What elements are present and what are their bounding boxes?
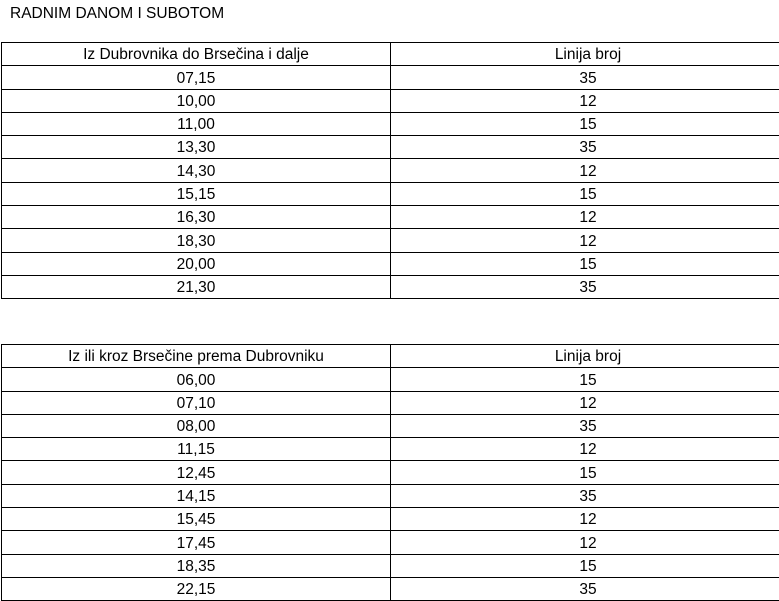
table-row	[2, 112, 779, 135]
line-number: 35	[391, 136, 779, 159]
line-number: 12	[391, 229, 779, 252]
table-row	[2, 229, 779, 252]
departure-time: 20,00	[2, 252, 391, 275]
departure-time: 08,00	[2, 414, 391, 437]
line-number: 35	[391, 414, 779, 437]
line-number: 35	[391, 484, 779, 507]
departure-time: 12,45	[2, 461, 391, 484]
departure-time: 13,30	[2, 136, 391, 159]
line-number: 12	[391, 438, 779, 461]
table-row	[2, 275, 779, 298]
departure-time: 18,35	[2, 554, 391, 577]
departures-from-dubrovnik-table	[1, 42, 779, 299]
table-row	[2, 252, 779, 275]
departure-time: 15,15	[2, 182, 391, 205]
header-direction: Iz Dubrovnika do Brsečina i dalje	[2, 43, 391, 66]
line-number: 35	[391, 577, 779, 600]
table-row	[2, 414, 779, 437]
departures-to-dubrovnik-table	[1, 344, 779, 601]
departure-time: 18,30	[2, 229, 391, 252]
line-number: 12	[391, 206, 779, 229]
table-header-row	[2, 345, 779, 368]
table-row	[2, 136, 779, 159]
header-direction: Iz ili kroz Brsečine prema Dubrovniku	[2, 345, 391, 368]
departure-time: 16,30	[2, 206, 391, 229]
departure-time: 11,15	[2, 438, 391, 461]
departure-time: 07,10	[2, 391, 391, 414]
table-row	[2, 182, 779, 205]
header-line-number: Linija broj	[391, 345, 779, 368]
line-number: 15	[391, 112, 779, 135]
departure-time: 14,30	[2, 159, 391, 182]
departure-time: 06,00	[2, 368, 391, 391]
line-number: 15	[391, 368, 779, 391]
table-header-row	[2, 43, 779, 66]
table-row	[2, 461, 779, 484]
departure-time: 17,45	[2, 531, 391, 554]
header-line-number: Linija broj	[391, 43, 779, 66]
table-row	[2, 508, 779, 531]
line-number: 12	[391, 89, 779, 112]
departure-time: 21,30	[2, 275, 391, 298]
table-row	[2, 554, 779, 577]
line-number: 12	[391, 391, 779, 414]
line-number: 12	[391, 159, 779, 182]
table-row	[2, 368, 779, 391]
departure-time: 22,15	[2, 577, 391, 600]
table-row	[2, 531, 779, 554]
line-number: 15	[391, 461, 779, 484]
page-heading: RADNIM DANOM I SUBOTOM	[10, 4, 224, 24]
departure-time: 14,15	[2, 484, 391, 507]
line-number: 12	[391, 508, 779, 531]
line-number: 15	[391, 252, 779, 275]
table-row	[2, 66, 779, 89]
table-row	[2, 206, 779, 229]
table-row	[2, 438, 779, 461]
line-number: 35	[391, 66, 779, 89]
table-row	[2, 159, 779, 182]
departure-time: 15,45	[2, 508, 391, 531]
table-row	[2, 89, 779, 112]
departure-time: 07,15	[2, 66, 391, 89]
departure-time: 10,00	[2, 89, 391, 112]
table-row	[2, 391, 779, 414]
line-number: 35	[391, 275, 779, 298]
line-number: 15	[391, 182, 779, 205]
departure-time: 11,00	[2, 112, 391, 135]
line-number: 15	[391, 554, 779, 577]
table-row	[2, 484, 779, 507]
line-number: 12	[391, 531, 779, 554]
table-row	[2, 577, 779, 600]
